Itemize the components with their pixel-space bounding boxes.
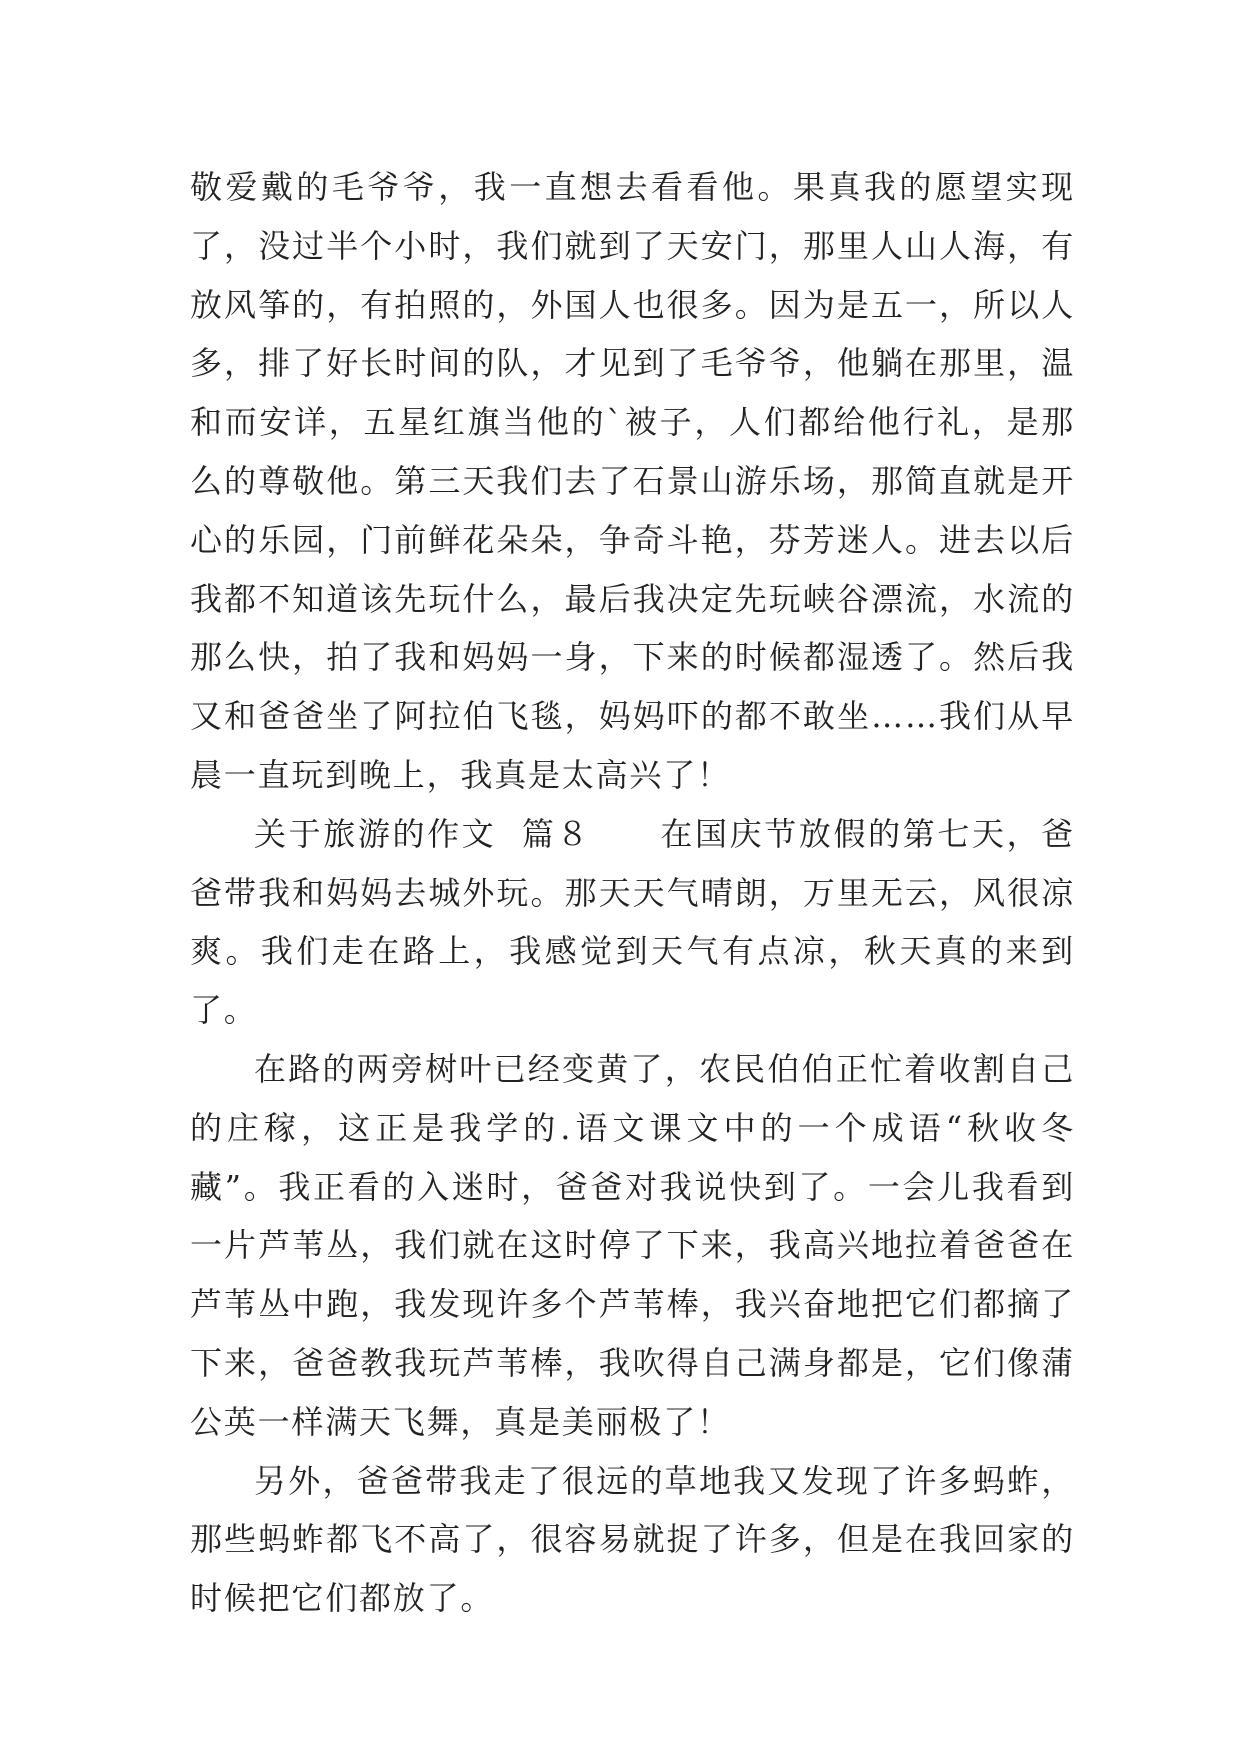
paragraph-4: 另外，爸爸带我走了很远的草地我又发现了许多蚂蚱，那些蚂蚱都飞不高了，很容易就捉了许多，但是在我回家的时候把它们都放了。 — [190, 1461, 1075, 1618]
paragraph-3: 在路的两旁树叶已经变黄了，农民伯伯正忙着收割自己的庄稼，这正是我学的.语文课文中的一个成语“秋收冬藏”。我正看的入迷时，爸爸对我说快到了。一会儿我看到一片芦苇丛，我们就在这时停了下来，我高兴地拉着爸爸在芦苇丛中跑，我发现许多个芦苇棒，我兴奋地把它们都摘了下来，爸爸教我玩芦苇棒，我吹得自己满身都是，它们像蒲公英一样满天飞舞，真是美丽极了！ — [190, 1049, 1075, 1441]
paragraph-1: 敬爱戴的毛爷爷，我一直想去看看他。果真我的愿望实现了，没过半个小时，我们就到了天安门，那里人山人海，有放风筝的，有拍照的，外国人也很多。因为是五一，所以人多，排了好长时间的队，才见到了毛爷爷，他躺在那里，温和而安详，五星红旗当他的`被子，人们都给他行礼，是那么的尊敬他。第三天我们去了石景山游乐场，那简直就是开心的乐园，门前鲜花朵朵，争奇斗艳，芬芳迷人。进去以后我都不知道该先玩什么，最后我决定先玩峡谷漂流，水流的那么快，拍了我和妈妈一身，下来的时候都湿透了。然后我又和爸爸坐了阿拉伯飞毯，妈妈吓的都不敢坐……我们从早晨一直玩到晚上，我真是太高兴了！ — [190, 168, 1075, 794]
paragraph-2-text: 在国庆节放假的第七天，爸爸带我和妈妈去城外玩。那天天气晴朗，万里无云，风很凉爽。我们走在路上，我感觉到天气有点凉，秋天真的来到了。 — [190, 814, 1075, 1030]
paragraph-2-gap — [591, 815, 660, 853]
essay-body — [190, 158, 1075, 1628]
paragraph-2 — [190, 805, 1075, 1040]
essay-section-title: 关于旅游的作文 篇８ — [254, 814, 592, 853]
